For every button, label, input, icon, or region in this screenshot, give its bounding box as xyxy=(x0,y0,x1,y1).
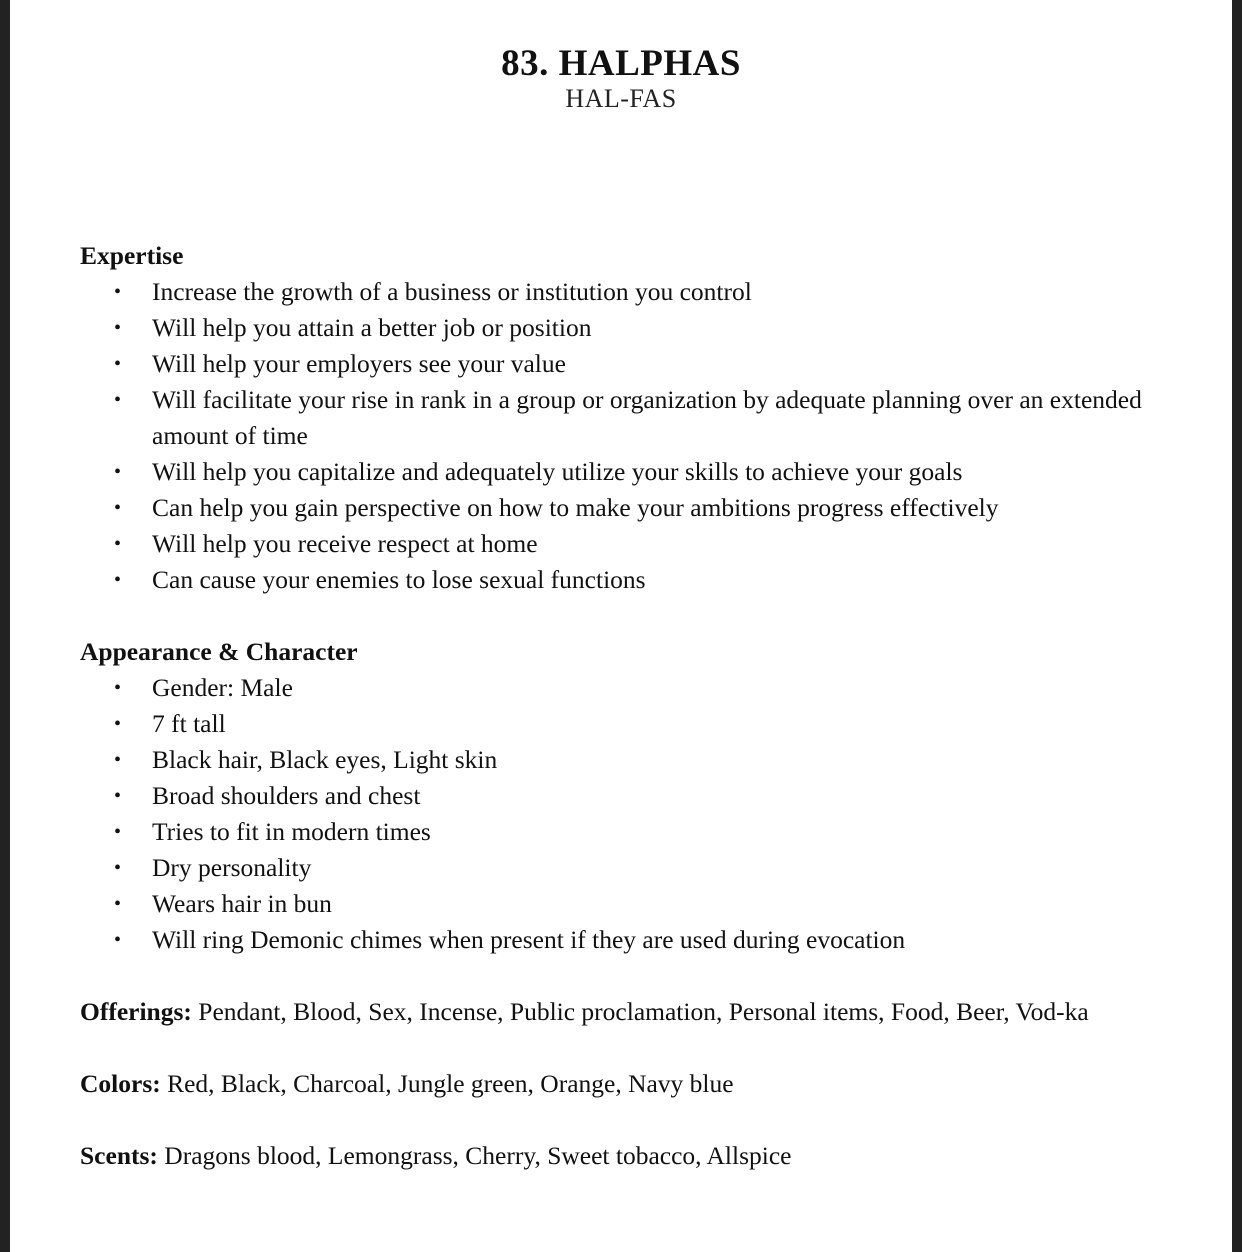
expertise-list xyxy=(80,274,1172,598)
bullet-icon: • xyxy=(114,677,122,699)
list-item-text: Will help your employers see your value xyxy=(152,349,566,378)
colors-paragraph xyxy=(80,1066,1172,1102)
list-item xyxy=(80,310,1172,346)
list-item xyxy=(80,706,1172,742)
bullet-icon: • xyxy=(114,821,122,843)
offerings-value: Pendant, Blood, Sex, Incense, Public proclamation, Personal items, Food, Beer, Vod-ka xyxy=(198,997,1089,1026)
page-title: 83. HALPHAS xyxy=(501,43,741,84)
bullet-icon: • xyxy=(114,281,122,303)
list-item xyxy=(80,382,1172,454)
appearance-list xyxy=(80,670,1172,958)
list-item xyxy=(80,526,1172,562)
bullet-icon: • xyxy=(114,929,122,951)
bullet-icon: • xyxy=(114,857,122,879)
list-item-text: Broad shoulders and chest xyxy=(152,781,421,810)
list-item xyxy=(80,742,1172,778)
list-item-text: Tries to fit in modern times xyxy=(152,817,431,846)
list-item xyxy=(80,814,1172,850)
bullet-icon: • xyxy=(114,569,122,591)
list-item xyxy=(80,850,1172,886)
list-item xyxy=(80,274,1172,310)
list-item-text: Will facilitate your rise in rank in a group or organization by adequate planning over an extended amount of time xyxy=(152,385,1142,450)
list-item-text: Increase the growth of a business or institution you control xyxy=(152,277,752,306)
list-item xyxy=(80,490,1172,526)
colors-label: Colors: xyxy=(80,1069,161,1098)
colors-value: Red, Black, Charcoal, Jungle green, Orange, Navy blue xyxy=(167,1069,734,1098)
list-item-text: Dry personality xyxy=(152,853,312,882)
list-item xyxy=(80,922,1172,958)
bullet-icon: • xyxy=(114,461,122,483)
list-item xyxy=(80,886,1172,922)
bullet-icon: • xyxy=(114,749,122,771)
list-item-text: Will help you receive respect at home xyxy=(152,529,538,558)
bullet-icon: • xyxy=(114,317,122,339)
list-item-text: Gender: Male xyxy=(152,673,293,702)
bullet-icon: • xyxy=(114,785,122,807)
bullet-icon: • xyxy=(114,353,122,375)
bullet-icon: • xyxy=(114,497,122,519)
bullet-icon: • xyxy=(114,533,122,555)
bullet-icon: • xyxy=(114,713,122,735)
document-page xyxy=(10,0,1232,1252)
pronunciation: HAL-FAS xyxy=(565,84,677,113)
list-item xyxy=(80,454,1172,490)
list-item-text: Will ring Demonic chimes when present if they are used during evocation xyxy=(152,925,906,954)
list-item-text: Can help you gain perspective on how to make your ambitions progress effectively xyxy=(152,493,999,522)
list-item xyxy=(80,346,1172,382)
list-item-text: Will help you capitalize and adequately utilize your skills to achieve your goals xyxy=(152,457,963,486)
list-item-text: Wears hair in bun xyxy=(152,889,332,918)
scents-paragraph xyxy=(80,1138,1172,1174)
list-item-text: Can cause your enemies to lose sexual functions xyxy=(152,565,646,594)
list-item-text: Black hair, Black eyes, Light skin xyxy=(152,745,498,774)
offerings-label: Offerings: xyxy=(80,997,192,1026)
bullet-icon: • xyxy=(114,389,122,411)
list-item-text: 7 ft tall xyxy=(152,709,226,738)
list-item xyxy=(80,562,1172,598)
scents-value: Dragons blood, Lemongrass, Cherry, Sweet tobacco, Allspice xyxy=(164,1141,792,1170)
list-item xyxy=(80,670,1172,706)
document-body xyxy=(80,238,1172,1210)
bullet-icon: • xyxy=(114,893,122,915)
appearance-heading: Appearance & Character xyxy=(80,637,358,666)
list-item-text: Will help you attain a better job or position xyxy=(152,313,592,342)
expertise-heading: Expertise xyxy=(80,241,184,270)
scents-label: Scents: xyxy=(80,1141,158,1170)
offerings-paragraph xyxy=(80,994,1172,1030)
list-item xyxy=(80,778,1172,814)
